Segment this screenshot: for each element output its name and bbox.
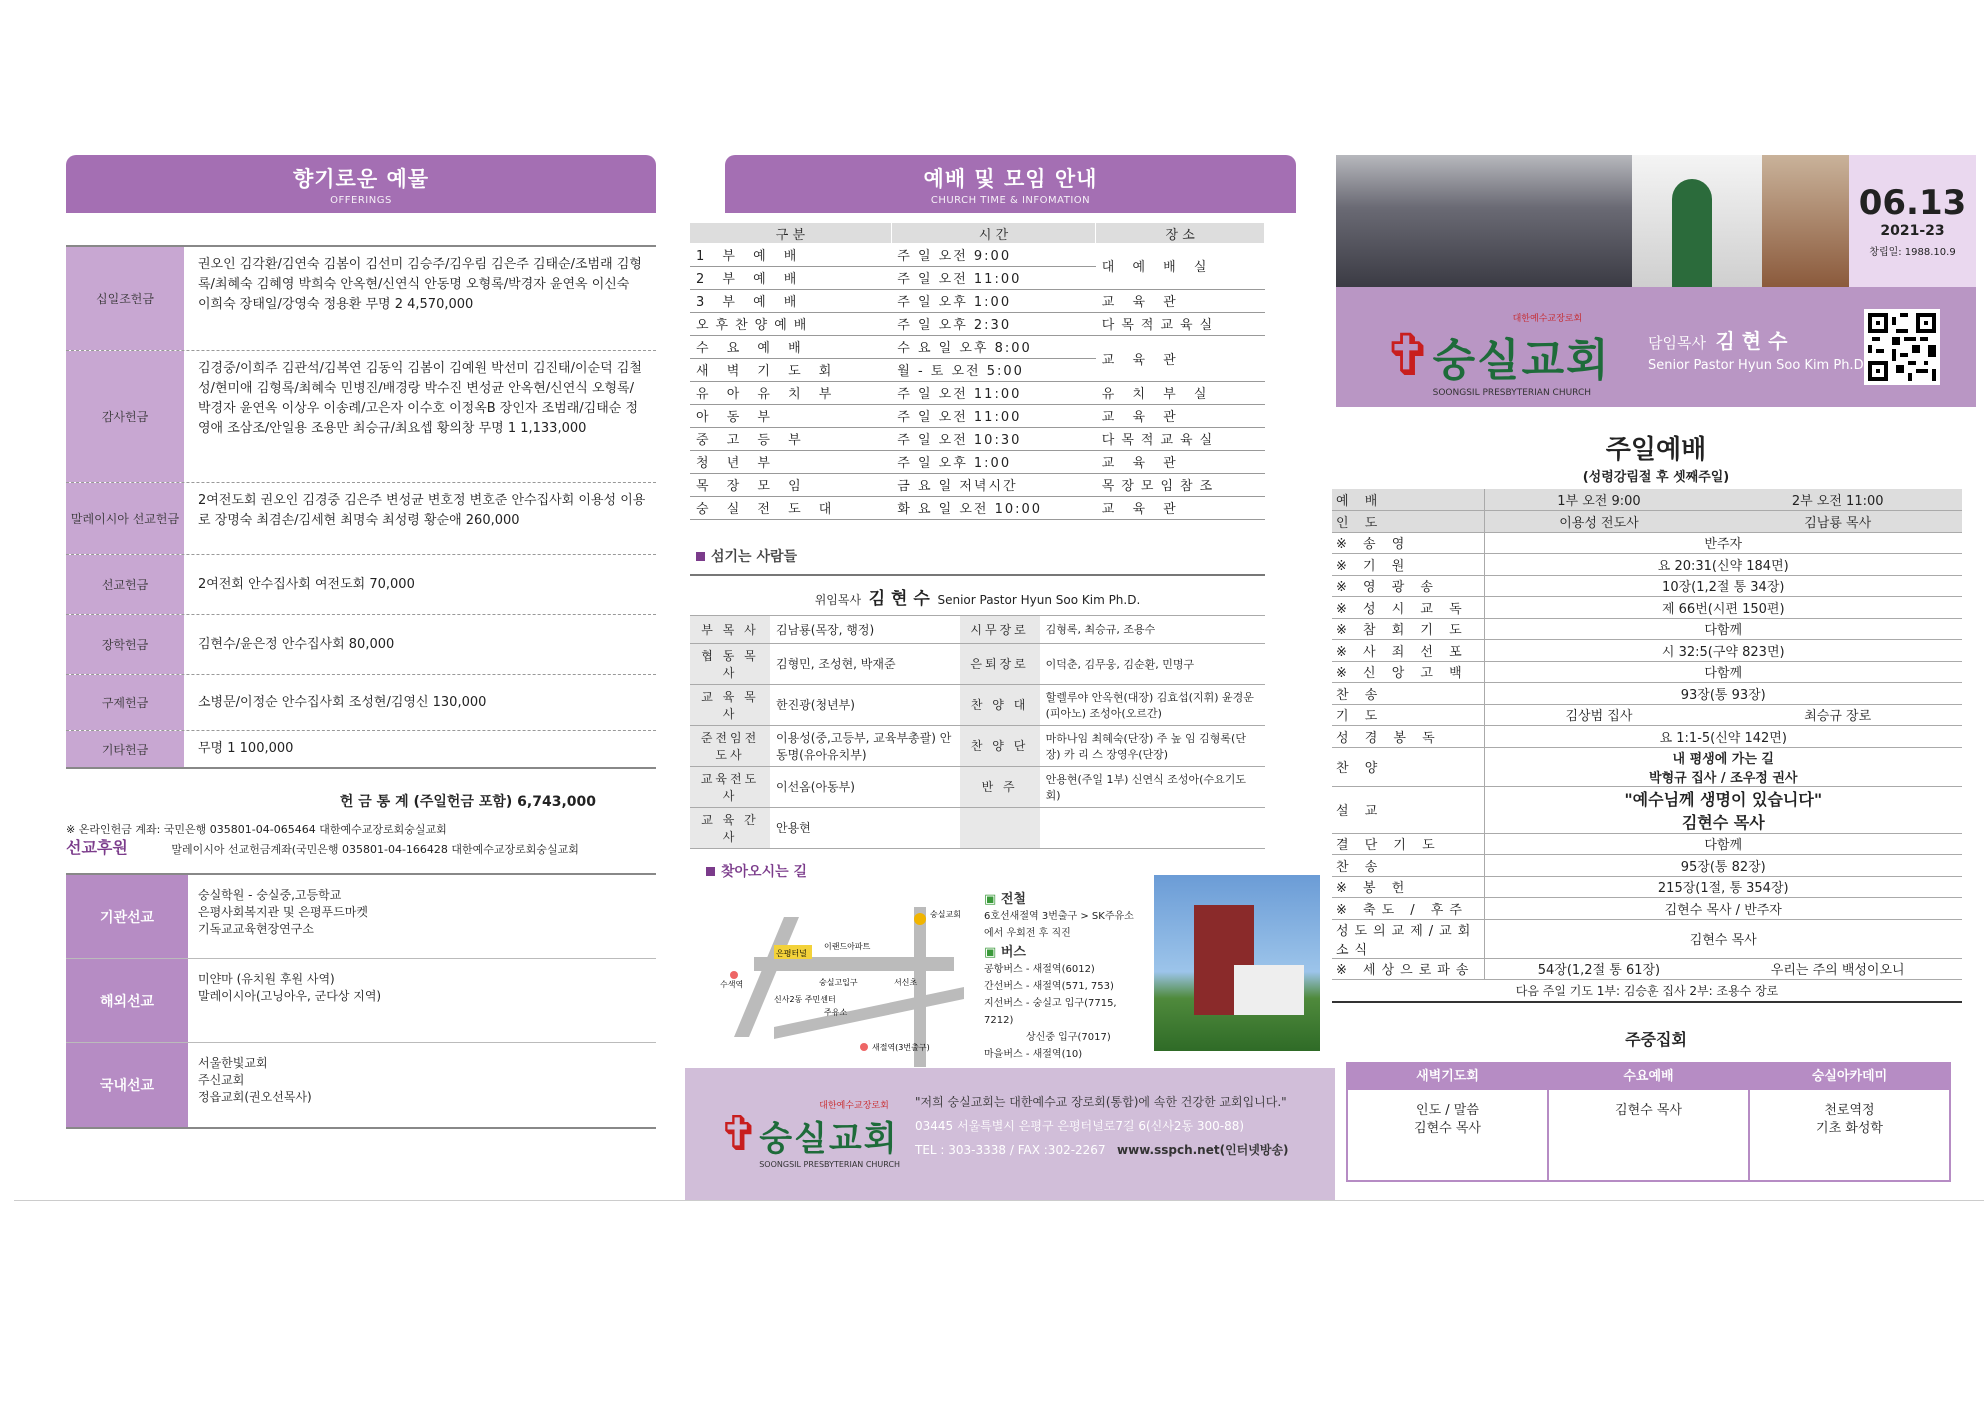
staff-role: 은퇴장로 (960, 643, 1040, 684)
worship-value: 요 1:1-5(신약 142면) (1484, 726, 1962, 748)
service-place: 교 육 관 (1096, 335, 1265, 381)
staff-role: 교 육 간 사 (690, 807, 770, 848)
service-time: 주 일 오후 1:00 (891, 450, 1096, 473)
congregation-photo (1336, 155, 1632, 287)
footer-contact: TEL : 303-3338 / FAX :302-2267 www.sspch.net(인터넷방송) (915, 1143, 1289, 1157)
pastor-photo (1632, 155, 1762, 287)
worship-value: 95장(통 82장) (1484, 855, 1962, 877)
staff-row (690, 807, 1265, 848)
worship-value: 반주자 (1484, 532, 1962, 554)
staff-row (690, 643, 1265, 684)
worship-value: 10장(1,2절 통 34장) (1484, 575, 1962, 597)
worship-row (1332, 683, 1962, 705)
mission-row-label: 국내선교 (66, 1043, 188, 1127)
next-week-prayer: 다음 주일 기도 1부: 김승훈 집사 2부: 조용수 장로 (1332, 980, 1962, 1003)
footer-info (915, 1090, 1289, 1162)
service-row (690, 473, 1265, 496)
worship-order-table (1332, 489, 1962, 980)
schedule-column (690, 155, 1310, 1169)
square-bullet-icon (706, 867, 715, 876)
banner-logo: ✞ 대한예수교장로회 숭실교회 SOONGSIL PRESBYTERIAN CHURCH (1384, 314, 1611, 398)
service-name: 중 고 등 부 (690, 427, 891, 450)
church-photo (1154, 875, 1320, 1051)
worship-row (1332, 786, 1962, 833)
station-marker-icon (860, 1043, 868, 1051)
banner-church-name: 숭실교회 (1432, 335, 1611, 386)
meetings-table (1346, 1062, 1951, 1182)
service-name: 목 장 모 임 (690, 473, 891, 496)
cover-column (1336, 155, 1976, 1182)
offering-text: 2여전도회 권오인 김경중 김은주 변성균 변호정 변호준 안수집사회 이용성 이용로 장명숙 최겸손/김세현 최명숙 최성령 황순애 260,000 (198, 493, 646, 528)
worship-value: 54장(1,2절 통 61장) (1484, 958, 1713, 980)
church-marker-icon (914, 913, 926, 925)
transit-info (984, 891, 1134, 1063)
service-row (690, 427, 1265, 450)
col-header: 시 간 (891, 223, 1096, 243)
worship-item: ※ 참 회 기 도 (1332, 618, 1484, 640)
pastor-line: 위임목사 김 현 수 Senior Pastor Hyun Soo Kim Ph.D. (690, 574, 1265, 615)
worship-item: 찬 송 (1332, 683, 1484, 705)
worship-value: 김남룡 목사 (1713, 511, 1962, 533)
worship-row (1332, 597, 1962, 619)
staff-names: 할렐루야 안옥현(대장) 김효섭(지휘) 윤경운(피아노) 조성아(오르간) (1040, 684, 1265, 725)
svg-text:이랜드아파트: 이랜드아파트 (824, 941, 871, 951)
staff-names (1040, 807, 1265, 848)
meeting-header: 새벽기도회 (1348, 1064, 1547, 1090)
footer-address: 03445 서울특별시 은평구 은평터널로7길 6(신사2동 300-88) (915, 1119, 1245, 1133)
train-icon: ▣ (984, 891, 997, 907)
mission-row (66, 875, 656, 959)
offering-label: 십일조헌금 (66, 247, 184, 350)
offerings-subtitle: OFFERINGS (330, 195, 392, 206)
bus-line: 마을버스 - 새절역(10) (984, 1048, 1083, 1060)
worship-item: 성도의교제/교회소식 (1332, 919, 1484, 958)
worship-item: ※ 영 광 송 (1332, 575, 1484, 597)
staff-names: 안용현 (770, 807, 960, 848)
schedule-title: 예배 및 모임 안내 (923, 167, 1098, 191)
church-footer (685, 1068, 1335, 1200)
worship-value: 2부 오전 11:00 (1713, 489, 1962, 511)
worship-item: ※ 송 영 (1332, 532, 1484, 554)
offerings-ribbon (66, 155, 656, 213)
offerings-table (66, 245, 656, 769)
offering-row (66, 483, 656, 555)
banner-pastor: 담임목사 김 현 수 Senior Pastor Hyun Soo Kim Ph.D (1648, 329, 1864, 373)
worship-item: 성 경 봉 독 (1332, 726, 1484, 748)
service-name: 아 동 부 (690, 404, 891, 427)
worship-row (1332, 958, 1962, 980)
staff-role: 찬 양 단 (960, 725, 1040, 766)
service-place: 교 육 관 (1096, 404, 1265, 427)
col-header: 장 소 (1096, 223, 1265, 243)
worship-item: 설 교 (1332, 786, 1484, 833)
staff-names: 마하나임 최혜숙(단장) 주 높 임 김형록(단장) 카 리 스 장영우(단장) (1040, 725, 1265, 766)
worship-row (1332, 640, 1962, 662)
service-row (690, 312, 1265, 335)
service-time: 수 요 일 오후 8:00 (891, 335, 1096, 358)
offering-row (66, 247, 656, 351)
offering-text: 무명 1 100,000 (198, 741, 294, 756)
service-time: 주 일 오전 11:00 (891, 266, 1096, 289)
service-times-table (690, 223, 1265, 520)
staff-role: 협 동 목 사 (690, 643, 770, 684)
bottom-rule (14, 1200, 1984, 1201)
established-date: 창립일: 1988.10.9 (1869, 247, 1956, 258)
meeting-col (1549, 1064, 1750, 1180)
square-bullet-icon (696, 552, 705, 561)
worship-value: 우리는 주의 백성이오니 (1713, 958, 1962, 980)
staff-names: 한진광(청년부) (770, 684, 960, 725)
svg-text:서신초: 서신초 (894, 977, 918, 987)
worship-item: ※ 사 죄 선 포 (1332, 640, 1484, 662)
bus-heading: ▣ 버스 (984, 944, 1026, 960)
service-time: 주 일 오후 1:00 (891, 289, 1096, 312)
staff-role: 교육전도사 (690, 766, 770, 807)
service-name: 2 부 예 배 (690, 266, 891, 289)
offering-label: 감사헌금 (66, 351, 184, 482)
website-link[interactable]: www.sspch.net(인터넷방송) (1117, 1143, 1289, 1157)
bus-line: 간선버스 - 새절역(571, 753) (984, 980, 1114, 992)
staff-row (690, 615, 1265, 643)
worship-row (1332, 876, 1962, 898)
worship-value: 이용성 전도사 (1484, 511, 1713, 533)
staff-row (690, 684, 1265, 725)
worship-value: 1부 오전 9:00 (1484, 489, 1713, 511)
church-banner (1336, 287, 1976, 407)
banner-pastor-name: 김 현 수 (1715, 329, 1788, 353)
worship-row (1332, 833, 1962, 855)
bulletin-page (14, 155, 1984, 1200)
staff-names: 안용현(주일 1부) 신연식 조성아(수요기도회) (1040, 766, 1265, 807)
mission-row (66, 1043, 656, 1127)
footer-quote: "저희 숭실교회는 대한예수교 장로회(통합)에 속한 건강한 교회입니다." (915, 1095, 1287, 1109)
online-account: ※ 온라인헌금 계좌: 국민은행 035801-04-065464 대한예수교장로회숭실교회 (66, 823, 447, 836)
service-time: 주 일 오전 9:00 (891, 243, 1096, 266)
worship-item: ※ 봉 헌 (1332, 876, 1484, 898)
mission-row-text: 미얀마 (유치원 후원 사역) 말레이시아(고닝아우, 군다상 지역) (198, 972, 382, 1003)
directions-heading: 찾아오시는 길 (706, 861, 1310, 881)
worship-item: 결 단 기 도 (1332, 833, 1484, 855)
worship-row (1332, 532, 1962, 554)
cross-logo-icon: ✞ (1384, 320, 1433, 389)
worship-value: 다함께 (1484, 618, 1962, 640)
station-marker-icon (730, 971, 738, 979)
bus-line: 상신중 입구(7017) (1026, 1031, 1111, 1043)
subway-text: 6호선새절역 3번출구 > SK주유소에서 우회전 후 직진 (984, 910, 1134, 939)
service-place: 목장모임참조 (1096, 473, 1265, 496)
worship-item: ※ 성 시 교 독 (1332, 597, 1484, 619)
meeting-header: 수요예배 (1549, 1064, 1748, 1090)
worship-value: 김현수 목사 (1484, 919, 1962, 958)
mission-row-label: 해외선교 (66, 959, 188, 1042)
mission-row-label: 기관선교 (66, 875, 188, 958)
service-time: 주 일 오전 11:00 (891, 404, 1096, 427)
svg-text:숭실교회: 숭실교회 (930, 909, 961, 919)
bus-icon: ▣ (984, 944, 997, 960)
offering-text: 김현수/윤은정 안수집사회 80,000 (198, 637, 395, 652)
col-header: 구 분 (690, 223, 891, 243)
worship-row (1332, 726, 1962, 748)
worship-row (1332, 511, 1962, 533)
service-place: 다목적교육실 (1096, 427, 1265, 450)
offering-text: 권오인 김각환/김연숙 김봄이 김선미 김승주/김우림 김은주 김태순/조범래 김형록/최혜숙 김혜영 박희숙 안옥현/신연식 안동명 오형록/박경자 윤연옥 이신숙 이희숙 장태일/강영숙 정용환 무명 2 4,570,000 (198, 257, 642, 312)
service-row (690, 289, 1265, 312)
worship-item: ※ 세상으로파송 (1332, 958, 1484, 980)
directions-area (690, 887, 1290, 1077)
worship-item: 찬 양 (1332, 747, 1484, 786)
service-place: 교 육 관 (1096, 289, 1265, 312)
worship-item: ※ 기 원 (1332, 554, 1484, 576)
worship-value: 요 20:31(신약 184면) (1484, 554, 1962, 576)
worship-row (1332, 661, 1962, 683)
worship-title: 주일예배 (1605, 435, 1707, 465)
service-place: 다목적교육실 (1096, 312, 1265, 335)
children-photo (1762, 155, 1849, 287)
worship-item: 예 배 (1332, 489, 1484, 511)
footer-church-name: 숭실교회 (759, 1119, 899, 1159)
worship-row (1332, 919, 1962, 958)
street-map (714, 887, 974, 1067)
staff-names: 이선옴(아동부) (770, 766, 960, 807)
schedule-subtitle: CHURCH TIME & INFOMATION (930, 195, 1091, 206)
pastor-figure-shape (1672, 179, 1712, 287)
svg-text:수색역: 수색역 (720, 979, 744, 989)
worship-value: 제 66번(시편 150편) (1484, 597, 1962, 619)
service-time: 월 - 토 오전 5:00 (891, 358, 1096, 381)
staff-role: 부 목 사 (690, 615, 770, 643)
staff-names: 김형록, 최승규, 조용수 (1040, 615, 1265, 643)
offering-row (66, 731, 656, 767)
staff-names: 이덕춘, 김무웅, 김순환, 민명구 (1040, 643, 1265, 684)
service-place: 교 육 관 (1096, 496, 1265, 519)
worship-value: 김현수 목사 / 반주자 (1484, 898, 1962, 920)
mission-row-text: 서울한빛교회 주신교회 정읍교회(권오선목사) (198, 1056, 312, 1104)
svg-text:새절역(3번출구): 새절역(3번출구) (872, 1042, 930, 1052)
staff-role: 찬 양 대 (960, 684, 1040, 725)
offering-row (66, 555, 656, 615)
worship-value: 215장(1절, 통 354장) (1484, 876, 1962, 898)
worship-row (1332, 489, 1962, 511)
worship-value: 다함께 (1484, 833, 1962, 855)
service-row (690, 335, 1265, 358)
offering-text: 소병문/이정순 안수집사회 조성현/김영신 130,000 (198, 695, 487, 710)
pastor-name: 김 현 수 (868, 588, 930, 609)
service-name: 숭 실 전 도 대 (690, 496, 891, 519)
issue-date-box (1849, 155, 1976, 287)
offering-total: 헌 금 통 계 (주일헌금 포함) 6,743,000 (339, 794, 596, 810)
staff-row (690, 725, 1265, 766)
service-row (690, 450, 1265, 473)
service-row (690, 496, 1265, 519)
qr-code-icon[interactable] (1864, 309, 1940, 385)
worship-subtitle: (성령강림절 후 셋째주일) (1582, 470, 1730, 485)
staff-names: 김남룡(목장, 행정) (770, 615, 960, 643)
worship-value: 김상범 집사 (1484, 704, 1713, 726)
meeting-body: 김현수 목사 (1615, 1103, 1682, 1118)
cross-logo-icon: ✞ (719, 1105, 760, 1162)
service-name: 수 요 예 배 (690, 335, 891, 358)
worship-value: 다함께 (1484, 661, 1962, 683)
worship-row (1332, 554, 1962, 576)
staff-table (690, 615, 1265, 849)
missions-table (66, 873, 656, 1129)
meeting-body: 인도 / 말씀 김현수 목사 (1414, 1103, 1481, 1136)
mission-row-text: 숭실학원 - 숭실중,고등학교 은평사회복지관 및 은평푸드마켓 기독교교육현장연구소 (198, 888, 368, 936)
meetings-title: 주중집회 (1625, 1030, 1687, 1049)
staff-role: 반 주 (960, 766, 1040, 807)
offering-text: 2여전회 안수집사회 여전도회 70,000 (198, 577, 415, 592)
service-name: 새 벽 기 도 회 (690, 358, 891, 381)
service-row (690, 404, 1265, 427)
svg-text:숭실고입구: 숭실고입구 (819, 977, 858, 987)
schedule-ribbon (725, 155, 1296, 213)
staff-role: 시무장로 (960, 615, 1040, 643)
offering-label: 구제헌금 (66, 675, 184, 730)
staff-role: 교 육 목 사 (690, 684, 770, 725)
mission-row (66, 959, 656, 1043)
service-time: 주 일 오전 11:00 (891, 381, 1096, 404)
worship-row (1332, 704, 1962, 726)
offering-row (66, 351, 656, 483)
footer-logo: ✞ 대한예수교장로회 숭실교회 SOONGSIL PRESBYTERIAN CHURCH (719, 1101, 901, 1169)
service-name: 1 부 예 배 (690, 243, 891, 266)
offering-row (66, 675, 656, 731)
service-name: 청 년 부 (690, 450, 891, 473)
svg-text:은평터널: 은평터널 (776, 948, 807, 958)
mission-account-line (66, 839, 656, 859)
meeting-header: 숭실아카데미 (1750, 1064, 1949, 1090)
meeting-col (1348, 1064, 1549, 1180)
meeting-body: 천로역정 기초 화성학 (1816, 1103, 1883, 1136)
service-place: 대 예 배 실 (1096, 243, 1265, 289)
offerings-column (66, 155, 656, 1129)
worship-item: ※ 신 앙 고 백 (1332, 661, 1484, 683)
svg-text:주유소: 주유소 (824, 1007, 848, 1017)
offering-label: 기타헌금 (66, 731, 184, 767)
worship-row (1332, 747, 1962, 786)
worship-heading (1336, 429, 1976, 485)
subway-heading: ▣ 전철 (984, 891, 1026, 907)
offering-row (66, 615, 656, 675)
service-row (690, 243, 1265, 266)
service-name: 3 부 예 배 (690, 289, 891, 312)
bus-line: 공항버스 - 새절역(6012) (984, 963, 1095, 975)
service-place: 유 치 부 실 (1096, 381, 1265, 404)
worship-row (1332, 618, 1962, 640)
service-time: 주 일 오후 2:30 (891, 312, 1096, 335)
offering-label: 말레이시아 선교헌금 (66, 483, 184, 554)
service-time: 주 일 오전 10:30 (891, 427, 1096, 450)
staff-row (690, 766, 1265, 807)
worship-value: 내 평생에 가는 길 박형규 집사 / 조우정 권사 (1484, 747, 1962, 786)
servants-heading: 섬기는 사람들 (696, 546, 1310, 566)
worship-value: "예수님께 생명이 있습니다" 김현수 목사 (1484, 786, 1962, 833)
service-name: 유 아 유 치 부 (690, 381, 891, 404)
meeting-col (1750, 1064, 1949, 1180)
svg-text:신사2동 주민센터: 신사2동 주민센터 (774, 994, 836, 1004)
offering-label: 장학헌금 (66, 615, 184, 674)
worship-item: 찬 송 (1332, 855, 1484, 877)
mission-label: 선교후원 (66, 838, 128, 857)
offering-text: 김경중/이희주 김관석/김복연 김동익 김봄이 김예원 박선미 김진태/이순덕 김철성/현미애 김형록/최혜숙 민병진/배경랑 박수진 변성균 안옥현/신연식 오형록/박경자 윤연옥 이상우 이송례/고은자 이수호 이정옥B 장인자 조범래/김태순 정영애 조삼조/안일용 조용만 최승규/최요셉 황의창 무명 1 1,133,000 (198, 361, 642, 436)
offering-label: 선교헌금 (66, 555, 184, 614)
offerings-title: 향기로운 예물 (292, 167, 430, 191)
worship-item: ※ 축도 / 후주 (1332, 898, 1484, 920)
worship-item: 인 도 (1332, 511, 1484, 533)
worship-value: 시 32:5(구약 823면) (1484, 640, 1962, 662)
worship-row (1332, 575, 1962, 597)
worship-value: 최승규 장로 (1713, 704, 1962, 726)
staff-names: 김형민, 조성현, 박재준 (770, 643, 960, 684)
issue-number: 2021-23 (1880, 223, 1945, 239)
mission-account: 말레이시아 선교헌금계좌(국민은행 035801-04-166428 대한예수교장로회숭실교회 (171, 843, 579, 856)
church-wing-shape (1234, 965, 1304, 1015)
bus-line: 지선버스 - 숭실고 입구(7715, 7212) (984, 997, 1117, 1026)
worship-item: 기 도 (1332, 704, 1484, 726)
service-name: 오후찬양예배 (690, 312, 891, 335)
service-row (690, 381, 1265, 404)
photo-strip (1336, 155, 1976, 287)
staff-role: 준전임전도사 (690, 725, 770, 766)
service-time: 화 요 일 오전 10:00 (891, 496, 1096, 519)
staff-role (960, 807, 1040, 848)
staff-names: 이용성(중,고등부, 교육부총괄) 안동명(유아유치부) (770, 725, 960, 766)
worship-value: 93장(통 93장) (1484, 683, 1962, 705)
worship-row (1332, 855, 1962, 877)
issue-date: 06.13 (1858, 183, 1967, 223)
service-time: 금 요 일 저녁시간 (891, 473, 1096, 496)
service-place: 교 육 관 (1096, 450, 1265, 473)
worship-row (1332, 898, 1962, 920)
